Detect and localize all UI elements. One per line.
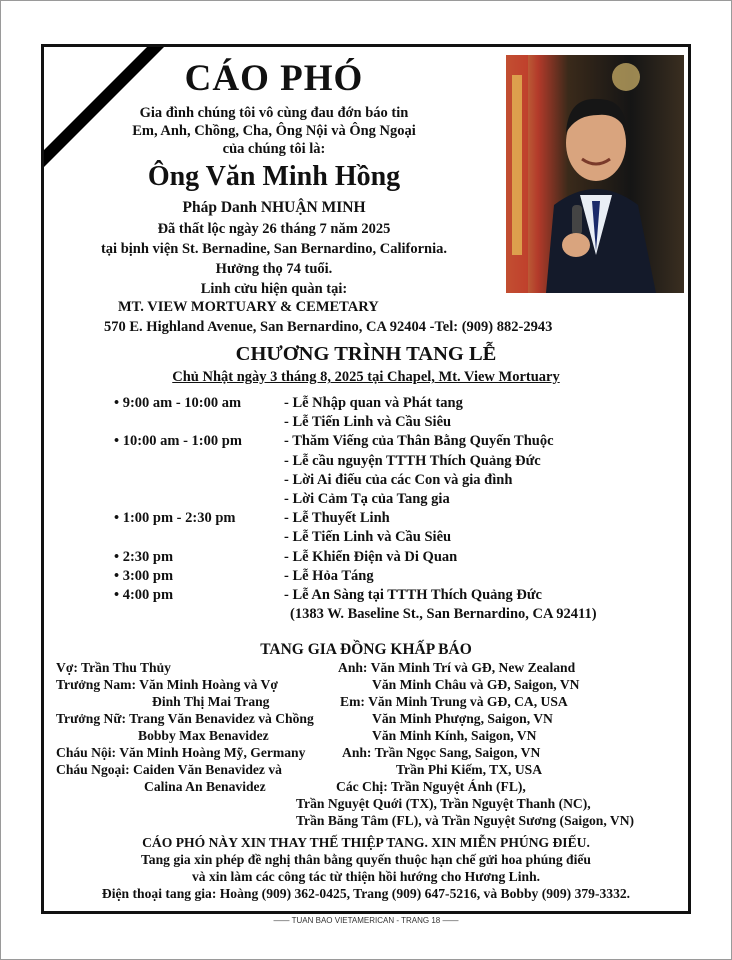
deceased-name: Ông Văn Minh Hồng bbox=[147, 161, 401, 192]
schedule-time: • 1:00 pm - 2:30 pm bbox=[114, 510, 236, 527]
page-footer: —— TUAN BAO VIETAMERICAN - TRANG 18 —— bbox=[273, 916, 459, 925]
family-member: Vợ: Trần Thu Thủy bbox=[56, 660, 171, 675]
family-member: Calina An Benavidez bbox=[144, 779, 266, 794]
program-date: Chủ Nhật ngày 3 tháng 8, 2025 tại Chapel, Mt. View Mortuary bbox=[172, 369, 560, 385]
program-heading: CHƯƠNG TRÌNH TANG LỄ bbox=[235, 343, 497, 365]
schedule-time: • 10:00 am - 1:00 pm bbox=[114, 433, 242, 450]
family-member: Trần Phi Kiếm, TX, USA bbox=[396, 762, 543, 777]
intro-line: Em, Anh, Chồng, Cha, Ông Nội và Ông Ngoại bbox=[132, 123, 416, 139]
family-member: Em: Văn Minh Trung và GĐ, CA, USA bbox=[340, 694, 568, 709]
intro-line: của chúng tôi là: bbox=[222, 141, 326, 157]
family-member: Bobby Max Benavidez bbox=[138, 728, 269, 743]
mortuary-address: 570 E. Highland Avenue, San Bernardino, CA 92404 -Tel: (909) 882-2943 bbox=[104, 319, 553, 335]
family-member: Trần Băng Tâm (FL), và Trần Nguyệt Sương (Saigon, VN) bbox=[296, 813, 635, 828]
family-member: Đinh Thị Mai Trang bbox=[152, 694, 270, 709]
family-member: Các Chị: Trần Nguyệt Ánh (FL), bbox=[336, 779, 526, 794]
family-heading: TANG GIA ĐỒNG KHẤP BÁO bbox=[260, 641, 472, 658]
closing-line: và xin làm các công tác từ thiện hồi hướng cho Hương Linh. bbox=[191, 869, 541, 884]
schedule-item: - Lễ Tiến Linh và Cầu Siêu bbox=[284, 529, 452, 546]
detail-line: tại bịnh viện St. Bernadine, San Bernardino, California. bbox=[100, 241, 448, 257]
schedule-item: - Thăm Viếng của Thân Bằng Quyến Thuộc bbox=[284, 433, 554, 450]
family-member: Trưởng Nữ: Trang Văn Benavidez và Chồng bbox=[56, 711, 314, 726]
detail-line: Hưởng thọ 74 tuổi. bbox=[215, 261, 333, 277]
intro-line: Gia đình chúng tôi vô cùng đau đớn báo tin bbox=[139, 105, 409, 121]
detail-line: Đã thất lộc ngày 26 tháng 7 năm 2025 bbox=[157, 221, 391, 237]
schedule-time: • 3:00 pm bbox=[114, 567, 174, 584]
family-member: Anh: Trần Ngọc Sang, Saigon, VN bbox=[342, 745, 541, 760]
schedule-time: • 9:00 am - 10:00 am bbox=[114, 395, 242, 411]
detail-line: Linh cửu hiện quàn tại: bbox=[200, 281, 348, 297]
schedule-item: - Lễ Khiển Điện và Di Quan bbox=[284, 548, 458, 565]
family-phone: Điện thoại tang gia: Hoàng (909) 362-0425, Trang (909) 647-5216, và Bobby (909) 379-3332. bbox=[101, 886, 631, 901]
family-member: Cháu Ngoại: Caiden Văn Benavidez và bbox=[56, 762, 282, 777]
obituary-notice bbox=[41, 44, 691, 914]
family-member: Trần Nguyệt Quới (TX), Trần Nguyệt Thanh (NC), bbox=[296, 796, 591, 811]
closing-line: Tang gia xin phép đề nghị thân bằng quyến thuộc hạn chế gửi hoa phúng điếu bbox=[140, 852, 591, 867]
family-member: Văn Minh Phượng, Saigon, VN bbox=[372, 711, 553, 726]
schedule-item: - Lễ An Sàng tại TTTH Thích Quảng Đức bbox=[284, 586, 542, 603]
schedule-time: • 2:30 pm bbox=[114, 548, 174, 565]
schedule-item: (1383 W. Baseline St., San Bernardino, CA 92411) bbox=[290, 606, 597, 623]
family-member: Cháu Nội: Văn Minh Hoàng Mỹ, Germany bbox=[56, 745, 306, 760]
dharma-name: Pháp Danh NHUẬN MINH bbox=[182, 199, 366, 216]
schedule-item: - Lễ Nhập quan và Phát tang bbox=[284, 395, 463, 411]
mortuary-name: MT. VIEW MORTUARY & CEMETARY bbox=[118, 299, 379, 315]
schedule-item: - Lễ cầu nguyện TTTH Thích Quảng Đức bbox=[284, 452, 541, 469]
family-member: Văn Minh Châu và GĐ, Saigon, VN bbox=[372, 677, 580, 692]
family-member: Anh: Văn Minh Trí và GĐ, New Zealand bbox=[338, 660, 576, 675]
closing-notice: CÁO PHÓ NÀY XIN THAY THẾ THIỆP TANG. XIN MIỄN PHÚNG ĐIẾU. bbox=[142, 835, 590, 850]
schedule-item: - Lời Ai điếu của các Con và gia đình bbox=[284, 471, 513, 488]
schedule-item: - Lễ Hỏa Táng bbox=[284, 567, 374, 584]
family-member: Trưởng Nam: Văn Minh Hoàng và Vợ bbox=[56, 677, 278, 692]
portrait-photo bbox=[506, 55, 684, 293]
schedule-time: • 4:00 pm bbox=[114, 586, 174, 603]
notice-title: CÁO PHÓ bbox=[184, 58, 364, 99]
schedule-item: - Lễ Thuyết Linh bbox=[284, 510, 390, 527]
family-member: Văn Minh Kính, Saigon, VN bbox=[372, 728, 537, 743]
schedule-item: - Lễ Tiến Linh và Cầu Siêu bbox=[284, 414, 452, 431]
schedule-item: - Lời Cảm Tạ của Tang gia bbox=[284, 490, 450, 507]
